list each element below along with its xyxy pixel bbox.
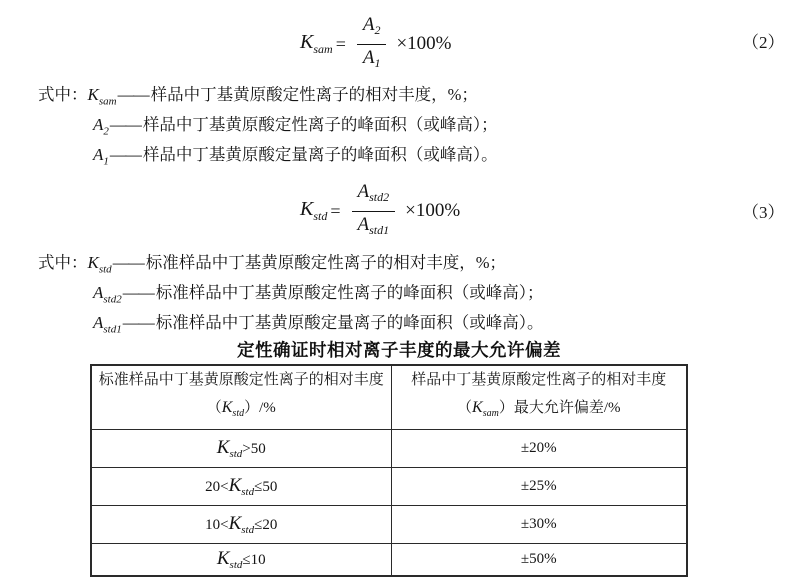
fraction-numerator: $A_2$ xyxy=(357,13,387,45)
header-line2: $(K_{std})/\%$ xyxy=(206,399,276,420)
table-header-cell-ksam xyxy=(391,365,687,429)
equation-multiplier: ×100% xyxy=(396,33,452,55)
dash: —— xyxy=(117,85,149,104)
dash: —— xyxy=(112,253,144,272)
definition-text: 样品中丁基黄原酸定量离子的峰面积（或峰高）。 xyxy=(142,145,498,164)
where-line: $A_2——$ 样品中丁基黄原酸定性离子的峰面积（或峰高）； xyxy=(93,115,498,138)
condition-cell: $K_{std}\le 10$ xyxy=(91,543,391,576)
symbol: K xyxy=(87,85,99,104)
definition-text: 标准样品中丁基黄原酸定性离子的峰面积（或峰高）； xyxy=(155,283,544,302)
table-row xyxy=(91,467,687,505)
deviation-cell: ±25% xyxy=(391,467,687,505)
symbol: A xyxy=(93,145,104,164)
symbol: K xyxy=(87,253,99,272)
symbol: A xyxy=(93,283,104,302)
equation-3-lhs: $K_{std}$ xyxy=(300,198,328,224)
where-lead: 式中： xyxy=(38,85,88,104)
table-title: 定性确证时相对离子丰度的最大允许偏差 xyxy=(237,340,561,360)
equals-sign: = xyxy=(335,33,346,54)
where-block-1 xyxy=(38,80,498,170)
where-line: $A_{std1}——$ 标准样品中丁基黄原酸定量离子的峰面积（或峰高）。 xyxy=(93,313,544,336)
definition-text: 样品中丁基黄原酸定性离子的峰面积（或峰高）； xyxy=(142,115,498,134)
condition-cell: $K_{std}>50$ xyxy=(91,429,391,467)
where-block-2 xyxy=(38,248,543,338)
equation-3-number: （3） xyxy=(742,203,785,222)
table-header-row xyxy=(91,365,687,429)
deviation-cell: ±50% xyxy=(391,543,687,576)
table-row xyxy=(91,543,687,576)
definition-text: 标准样品中丁基黄原酸定量离子的峰面积（或峰高）。 xyxy=(155,313,544,332)
equation-2-lhs: $K_{sam}$ xyxy=(300,31,333,57)
table-header-cell-kstd xyxy=(91,365,391,429)
equation-3 xyxy=(300,180,460,242)
definition-text: 样品中丁基黄原酸定性离子的相对丰度，%； xyxy=(150,85,478,104)
fraction-numerator: $A_{std2}$ xyxy=(352,180,396,212)
equation-multiplier: ×100% xyxy=(405,200,461,222)
where-line: $A_1——$ 样品中丁基黄原酸定量离子的峰面积（或峰高）。 xyxy=(93,145,498,168)
symbol: A xyxy=(93,115,104,134)
header-line2: $(K_{sam})$最大允许偏差/% xyxy=(457,399,621,420)
fraction-denominator: $A_1$ xyxy=(362,47,381,71)
condition-cell: $20<K_{std}\le 50$ xyxy=(91,467,391,505)
where-line: 式中：$K_{std}——$ 标准样品中丁基黄原酸定性离子的相对丰度，%； xyxy=(38,253,506,276)
dash: —— xyxy=(122,313,154,332)
equation-2 xyxy=(300,13,452,75)
dash: —— xyxy=(109,115,141,134)
definition-text: 标准样品中丁基黄原酸定性离子的相对丰度，%； xyxy=(145,253,506,272)
fraction xyxy=(352,180,396,242)
symbol: A xyxy=(93,313,104,332)
equation-2-number: （2） xyxy=(742,33,785,52)
dash: —— xyxy=(122,283,154,302)
where-line: 式中：$K_{sam}——$ 样品中丁基黄原酸定性离子的相对丰度，%； xyxy=(38,85,478,108)
fraction xyxy=(357,13,387,75)
condition-cell: $10<K_{std}\le 20$ xyxy=(91,505,391,543)
deviation-cell: ±30% xyxy=(391,505,687,543)
fraction-denominator: $A_{std1}$ xyxy=(357,214,390,238)
where-line: $A_{std2}——$ 标准样品中丁基黄原酸定性离子的峰面积（或峰高）； xyxy=(93,283,544,306)
table-row xyxy=(91,505,687,543)
where-lead: 式中： xyxy=(38,253,88,272)
table-row xyxy=(91,429,687,467)
header-line1: 标准样品中丁基黄原酸定性离子的相对丰度 xyxy=(98,372,384,389)
header-line1: 样品中丁基黄原酸定性离子的相对丰度 xyxy=(411,372,667,389)
max-deviation-table xyxy=(90,364,688,577)
deviation-cell: ±20% xyxy=(391,429,687,467)
dash: —— xyxy=(109,145,141,164)
equals-sign: = xyxy=(330,200,341,221)
